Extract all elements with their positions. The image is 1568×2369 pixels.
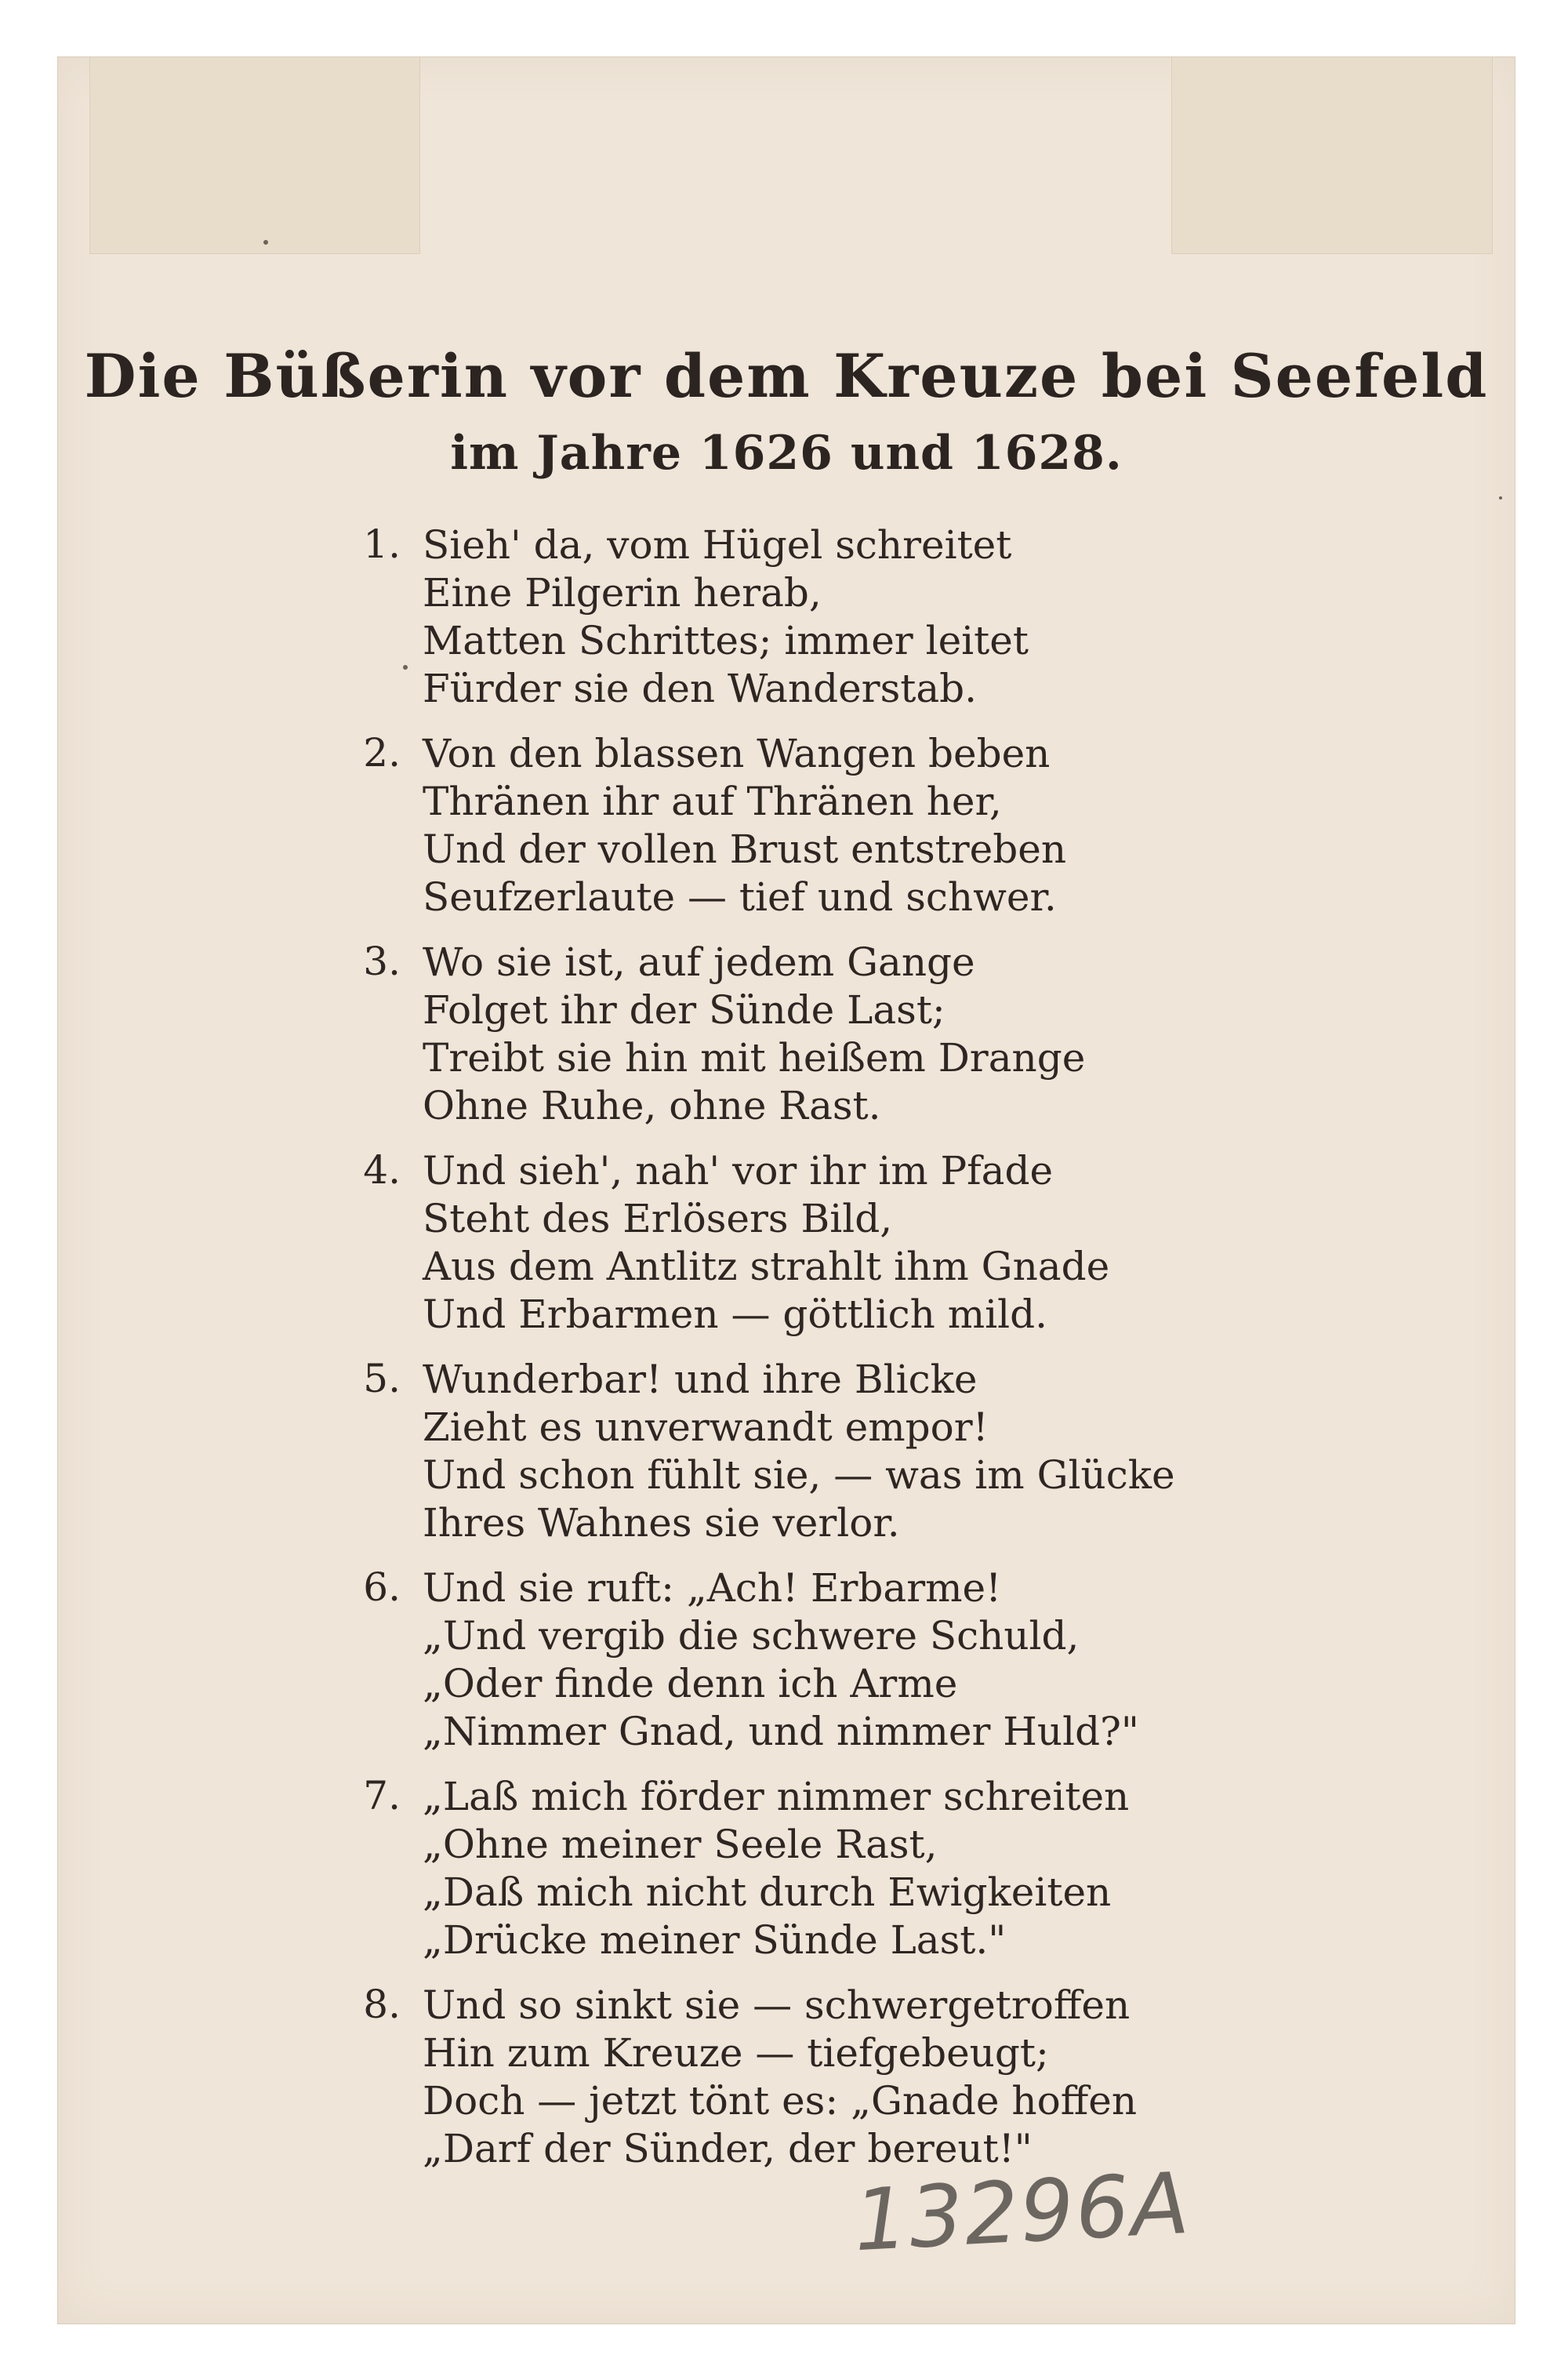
stanza: [330, 730, 1349, 921]
verse-line: Doch — jetzt tönt es: „Gnade hoffen: [423, 2078, 1138, 2124]
paper-speck: [1499, 496, 1502, 500]
verse-line: Eine Pilgerin herab,: [423, 570, 822, 616]
stanza-number: 3.: [363, 939, 401, 984]
stanza-number: 2.: [363, 730, 401, 776]
verse-line: „Daß mich nicht durch Ewigkeiten: [423, 1869, 1112, 1915]
mounting-tab-left: [89, 57, 420, 254]
paper-speck: [263, 240, 268, 245]
verse-line: Steht des Erlösers Bild,: [423, 1196, 893, 1241]
stanza: [330, 1356, 1349, 1547]
verse-line: Fürder sie den Wanderstab.: [423, 666, 978, 711]
poem-title: Die Büßerin vor dem Kreuze bei Seefeld: [84, 341, 1489, 411]
stanza: [330, 1564, 1349, 1756]
stanza-number: 7.: [363, 1773, 401, 1819]
verse-line: „Nimmer Gnad, und nimmer Huld?": [423, 1709, 1139, 1754]
stanza-number: 4.: [363, 1147, 401, 1193]
verse-line: Folget ihr der Sünde Last;: [423, 987, 946, 1033]
stanza-number: 6.: [363, 1564, 401, 1610]
verse-line: Und sieh', nah' vor ihr im Pfade: [423, 1148, 1054, 1194]
stanza-number: 5.: [363, 1356, 401, 1401]
verse-line: Wunderbar! und ihre Blicke: [423, 1357, 978, 1402]
verse-line: Und der vollen Brust entstreben: [423, 827, 1067, 872]
verse-line: Sieh' da, vom Hügel schreitet: [423, 522, 1012, 568]
verse-line: Matten Schrittes; immer leitet: [423, 618, 1029, 663]
verse-line: „Darf der Sünder, der bereut!": [423, 2126, 1033, 2171]
paper-speck: [403, 665, 408, 670]
verse-line: Und so sinkt sie — schwergetroffen: [423, 1982, 1131, 2028]
verse-line: Thränen ihr auf Thränen her,: [423, 779, 1002, 824]
verse-line: Von den blassen Wangen beben: [423, 731, 1051, 776]
handwritten-catalog-number: 13296A: [851, 2154, 1193, 2271]
mounting-tab-right: [1171, 57, 1493, 254]
verse-line: „Und vergib die schwere Schuld,: [423, 1613, 1080, 1659]
verse-line: Und sie ruft: „Ach! Erbarme!: [423, 1565, 1002, 1611]
verse-line: Und schon fühlt sie, — was im Glücke: [423, 1452, 1175, 1498]
verse-line: Aus dem Antlitz strahlt ihm Gnade: [423, 1244, 1110, 1289]
verse-line: Seufzerlaute — tief und schwer.: [423, 874, 1057, 920]
verse-line: Ihres Wahnes sie verlor.: [423, 1500, 900, 1546]
stanza-number: 8.: [363, 1982, 401, 2027]
printed-card: [57, 56, 1515, 2324]
verse-line: Hin zum Kreuze — tiefgebeugt;: [423, 2030, 1049, 2076]
stanza: [330, 1773, 1349, 1964]
verse-line: „Oder finde denn ich Arme: [423, 1661, 958, 1706]
stanza: [330, 1982, 1349, 2173]
verse-line: Zieht es unverwandt empor!: [423, 1404, 989, 1450]
stanza: [330, 939, 1349, 1130]
stanza-number: 1.: [363, 521, 401, 567]
verse-line: „Laß mich förder nimmer schreiten: [423, 1774, 1130, 1819]
verse-line: „Ohne meiner Seele Rast,: [423, 1822, 938, 1867]
verse-line: „Drücke meiner Sünde Last.": [423, 1917, 1007, 1963]
verse-line: Und Erbarmen — göttlich mild.: [423, 1292, 1048, 1337]
verse-line: Treibt sie hin mit heißem Drange: [423, 1035, 1086, 1081]
verse-line: Wo sie ist, auf jedem Gange: [423, 939, 975, 985]
poem-subtitle: im Jahre 1626 und 1628.: [450, 426, 1123, 481]
stanza: [330, 521, 1349, 713]
verse-line: Ohne Ruhe, ohne Rast.: [423, 1083, 881, 1128]
poem-body: [330, 521, 1349, 2190]
stanza: [330, 1147, 1349, 1339]
